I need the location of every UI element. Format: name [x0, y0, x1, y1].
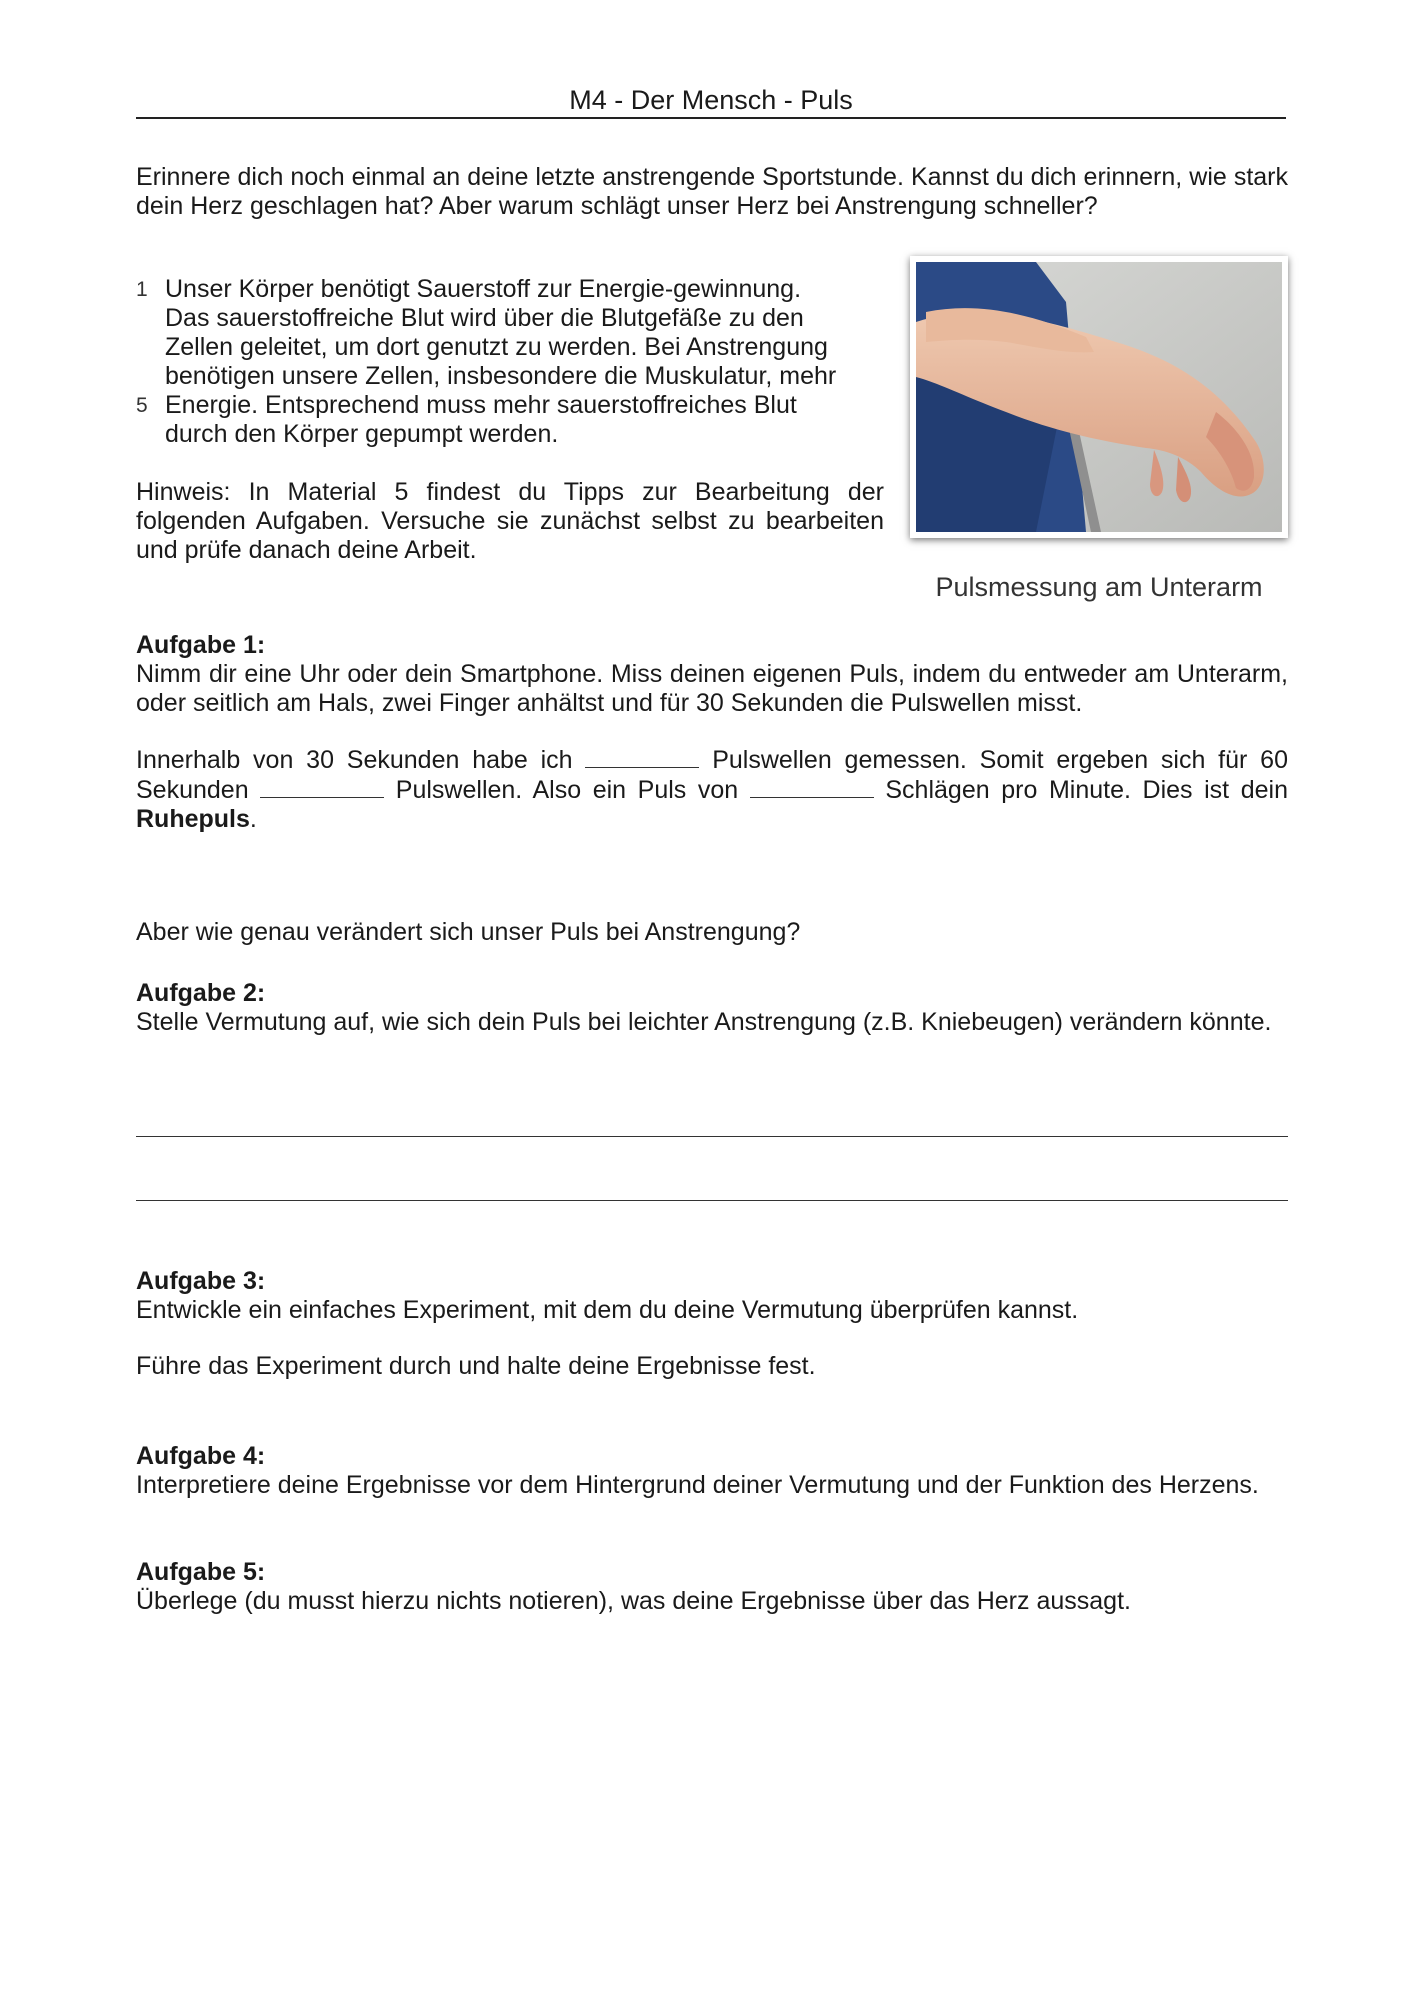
fill-text: Innerhalb von 30 Sekunden habe ich [136, 746, 573, 774]
task-5 [136, 1558, 1288, 1616]
blank-60s-count[interactable] [260, 775, 384, 798]
passage-line-text: Das sauerstoffreiche Blut wird über die Blutgefäße zu den [165, 304, 804, 332]
passage-line [136, 333, 896, 362]
task-4-text: Interpretiere deine Ergebnisse vor dem Hintergrund deiner Vermutung und der Funktion des Herzens. [136, 1471, 1259, 1499]
line-number: 5 [136, 394, 148, 417]
fill-text: . [249, 805, 257, 833]
blank-pulse[interactable] [750, 775, 874, 798]
numbered-passage [136, 275, 896, 449]
task-1-text: Nimm dir eine Uhr oder dein Smartphone. Miss deinen eigenen Puls, indem du entweder am Unterarm, oder seitlich am Hals, zwei Finger anhältst und für 30 Sekunden die Pulswellen misst. [136, 660, 1288, 717]
task-5-text: Überlege (du musst hierzu nichts notieren), was deine Ergebnisse über das Herz aussagt. [136, 1587, 1131, 1615]
task-2-title: Aufgabe 2: [136, 979, 266, 1007]
intro-paragraph: Erinnere dich noch einmal an deine letzte anstrengende Sportstunde. Kannst du dich erinnern, wie stark dein Herz geschlagen hat? Aber warum schlägt unser Herz bei Anstrengung schneller? [136, 163, 1288, 220]
passage-line-text: Unser Körper benötigt Sauerstoff zur Energie-gewinnung. [165, 275, 802, 303]
line-number: 1 [136, 278, 148, 301]
passage-line [136, 391, 896, 420]
fill-text: Pulswellen gemessen. Somit ergeben sich für 60 Sekunden [136, 746, 1288, 804]
figure-caption: Pulsmessung am Unterarm [935, 572, 1263, 602]
task-3-title: Aufgabe 3: [136, 1267, 266, 1295]
wrist-pulse-image [916, 262, 1282, 532]
page-title: M4 - Der Mensch - Puls [136, 84, 1286, 119]
passage-line-text: Zellen geleitet, um dort genutzt zu werden. Bei Anstrengung [165, 333, 828, 361]
task-5-title: Aufgabe 5: [136, 1558, 266, 1586]
task-2-text: Stelle Vermutung auf, wie sich dein Puls bei leichter Anstrengung (z.B. Kniebeugen) verändern könnte. [136, 1008, 1272, 1036]
task-1 [136, 631, 1288, 718]
question-text: Aber wie genau verändert sich unser Puls bei Anstrengung? [136, 918, 801, 946]
task-1-title: Aufgabe 1: [136, 631, 266, 659]
passage-line-text: Energie. Entsprechend muss mehr sauerstoffreiches Blut [165, 391, 797, 419]
passage-line [136, 275, 896, 304]
task-2 [136, 979, 1288, 1037]
fill-text: Schlägen pro Minute. Dies ist dein [885, 776, 1288, 804]
task-4 [136, 1442, 1288, 1500]
ruhepuls-term: Ruhepuls [136, 805, 250, 833]
passage-line-text: benötigen unsere Zellen, insbesondere die Muskulatur, mehr [165, 362, 837, 390]
task-3 [136, 1267, 1288, 1325]
passage-line [136, 304, 896, 333]
hint-paragraph: Hinweis: In Material 5 findest du Tipps zur Bearbeitung der folgenden Aufgaben. Versuche sie zunächst selbst zu bearbeiten und prüfe danach deine Arbeit. [136, 478, 884, 564]
task-3-text-2: Führe das Experiment durch und halte deine Ergebnisse fest. [136, 1352, 816, 1380]
fill-text: Pulswellen. Also ein Puls von [395, 776, 739, 804]
task-1-fill-in [136, 745, 1288, 834]
task-4-title: Aufgabe 4: [136, 1442, 266, 1470]
answer-line[interactable] [136, 1200, 1288, 1201]
blank-30s-count[interactable] [585, 745, 699, 768]
task-3-text: Entwickle ein einfaches Experiment, mit dem du deine Vermutung überprüfen kannst. [136, 1296, 1079, 1324]
passage-line [136, 362, 896, 391]
pulse-photo [910, 256, 1288, 538]
passage-line [136, 420, 896, 449]
answer-line[interactable] [136, 1136, 1288, 1137]
passage-line-text: durch den Körper gepumpt werden. [165, 420, 559, 448]
